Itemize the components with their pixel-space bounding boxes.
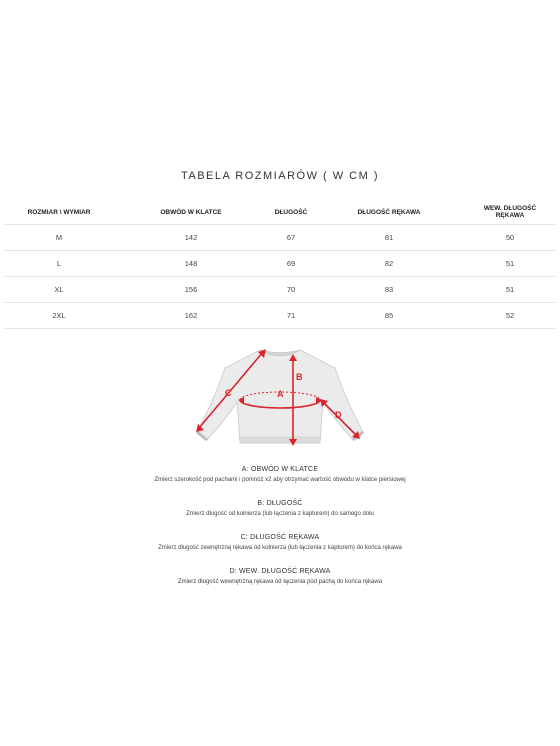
- cell-sleeve: 81: [313, 225, 465, 251]
- legend-description: Zmierz długość wewnętrzną rękawa od łączenia pod pachą do końca rękawa: [177, 579, 383, 585]
- cell-sleeve: 83: [313, 277, 465, 303]
- cell-size: M: [5, 225, 113, 251]
- table-row: [5, 225, 555, 251]
- cell-chest: 162: [113, 303, 269, 329]
- col-header-inner-sleeve: WEW. DŁUGOŚĆ RĘKAWA: [465, 200, 555, 225]
- hem-rib: [241, 437, 319, 443]
- col-header-chest: OBWÓD W KLATCE: [113, 200, 269, 225]
- cell-chest: 156: [113, 277, 269, 303]
- cell-length: 71: [269, 303, 313, 329]
- cell-sleeve: 85: [313, 303, 465, 329]
- page-title: TABELA ROZMIARÓW ( W CM ): [180, 170, 379, 182]
- table-row: [5, 303, 555, 329]
- label-c: C: [225, 388, 232, 398]
- cell-chest: 148: [113, 251, 269, 277]
- measurement-legend: [0, 465, 560, 601]
- legend-description: Zmierz szerokość pod pachami i pomnóż x2 aby otrzymać wartość obwodu w klatce piersiowej: [154, 477, 406, 483]
- table-header-row: [5, 200, 555, 225]
- col-header-length: DŁUGOŚĆ: [269, 200, 313, 225]
- cell-inner-sleeve: 52: [465, 303, 555, 329]
- col-header-sleeve: DŁUGOŚĆ RĘKAWA: [313, 200, 465, 225]
- label-d: D: [335, 410, 342, 420]
- legend-heading: D: WEW. DŁUGOŚĆ RĘKAWA: [229, 568, 331, 575]
- legend-item-sleeve: [0, 533, 560, 553]
- cell-length: 70: [269, 277, 313, 303]
- legend-item-inner-sleeve: [0, 567, 560, 587]
- cell-length: 67: [269, 225, 313, 251]
- cell-inner-sleeve: 51: [465, 251, 555, 277]
- legend-heading: C: DŁUGOŚĆ RĘKAWA: [240, 534, 320, 541]
- label-a: A: [277, 389, 284, 399]
- cell-inner-sleeve: 50: [465, 225, 555, 251]
- cell-size: XL: [5, 277, 113, 303]
- sweatshirt-measurement-diagram: [185, 340, 375, 455]
- col-header-size: ROZMIAR \ WYMIAR: [5, 200, 113, 225]
- cell-size: L: [5, 251, 113, 277]
- legend-item-chest: [0, 465, 560, 485]
- legend-heading: A: OBWÓD W KLATCE: [241, 466, 319, 473]
- legend-heading: B: DŁUGOŚĆ: [257, 500, 303, 507]
- cell-length: 69: [269, 251, 313, 277]
- table-row: [5, 251, 555, 277]
- size-table: [5, 200, 555, 329]
- legend-item-length: [0, 499, 560, 519]
- cell-sleeve: 82: [313, 251, 465, 277]
- cell-size: 2XL: [5, 303, 113, 329]
- cell-chest: 142: [113, 225, 269, 251]
- label-b: B: [296, 372, 303, 382]
- legend-description: Zmierz długość zewnętrzną rękawa od kołnierza (lub łączenia z kapturem) do końca rękawa: [158, 545, 402, 551]
- table-row: [5, 277, 555, 303]
- legend-description: Zmierz długość od kołnierza (lub łączenia z kapturem) do samego dołu: [186, 511, 374, 517]
- cell-inner-sleeve: 51: [465, 277, 555, 303]
